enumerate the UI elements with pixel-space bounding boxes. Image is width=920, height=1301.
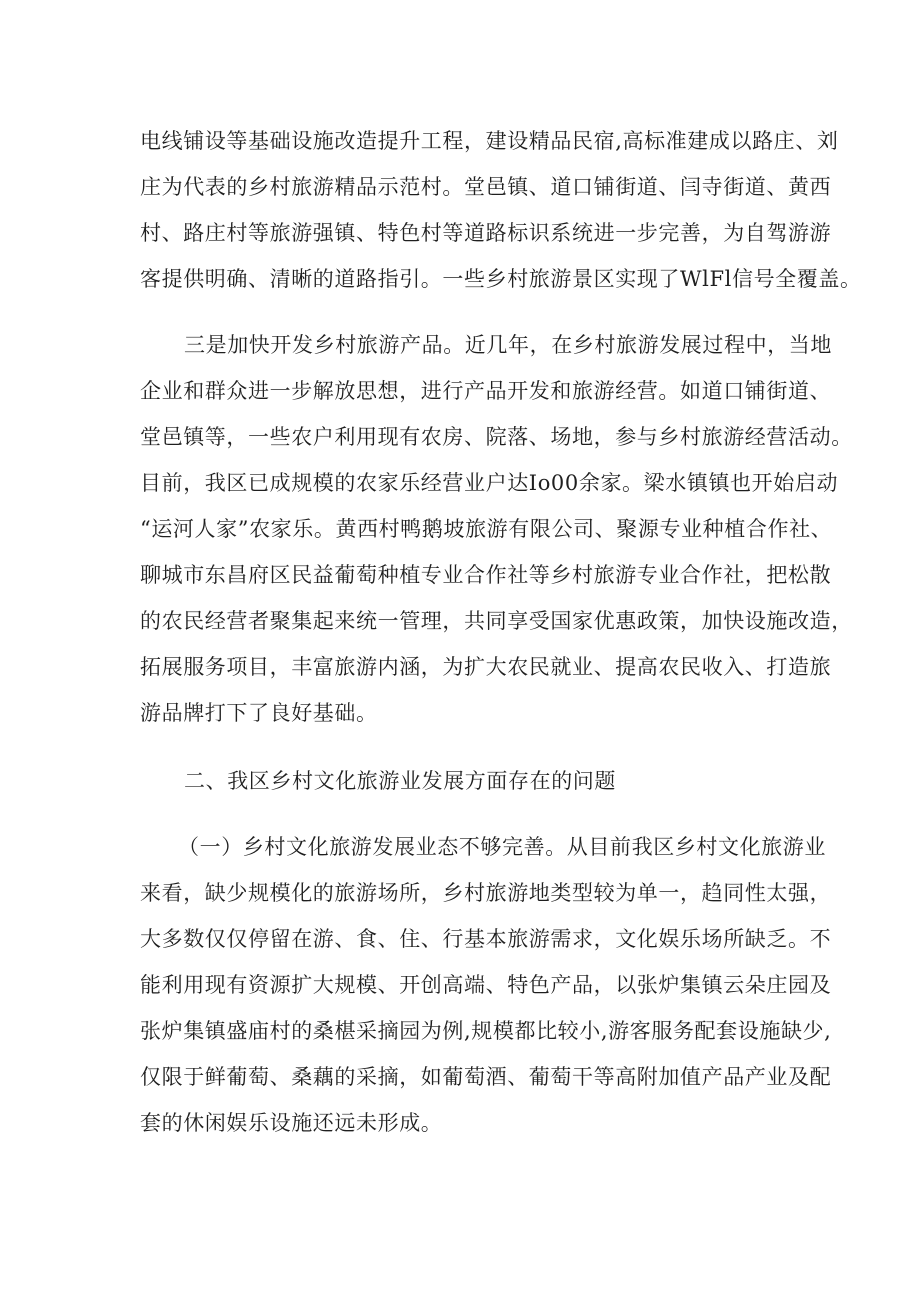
paragraph-2-line-5: “运河人家”农家乐。黄西村鸭鹅坡旅游有限公司、聚源专业种植合作社、 — [140, 517, 833, 541]
paragraph-3-line-7: 套的休闲娱乐设施还远未形成。 — [140, 1111, 443, 1135]
paragraph-2-line-4: 目前，我区已成规模的农家乐经营业户达Io00余家。梁水镇镇也开始启动 — [140, 471, 839, 495]
paragraph-3-line-3: 大多数仅仅停留在游、食、住、行基本旅游需求，文化娱乐场所缺乏。不 — [140, 927, 832, 951]
paragraph-3-line-1: （一）乡村文化旅游发展业态不够完善。从目前我区乡村文化旅游业 — [178, 835, 826, 859]
paragraph-3-line-4: 能利用现有资源扩大规模、开创高端、特色产品，以张炉集镇云朵庄园及 — [140, 973, 832, 997]
paragraph-2-line-9: 游品牌打下了良好基础。 — [140, 701, 378, 725]
paragraph-2-line-1: 三是加快开发乡村旅游产品。近几年，在乡村旅游发展过程中，当地 — [184, 333, 832, 357]
paragraph-1-line-4: 客提供明确、清晰的道路指引。一些乡村旅游景区实现了WlFl信号全覆盖。 — [140, 267, 862, 291]
paragraph-1-line-3: 村、路庄村等旅游强镇、特色村等道路标识系统进一步完善，为自驾游游 — [140, 221, 832, 245]
paragraph-2-line-8: 拓展服务项目，丰富旅游内涵，为扩大农民就业、提高农民收入、打造旅 — [140, 655, 832, 679]
paragraph-2-line-2: 企业和群众进一步解放思想，进行产品开发和旅游经营。如道口铺街道、 — [140, 379, 832, 403]
paragraph-3-line-5: 张炉集镇盛庙村的桑椹采摘园为例,规模都比较小,游客服务配套设施缺少, — [140, 1019, 832, 1043]
paragraph-3-line-2: 来看，缺少规模化的旅游场所，乡村旅游地类型较为单一，趋同性太强， — [140, 881, 832, 905]
paragraph-2-line-3: 堂邑镇等，一些农户利用现有农房、院落、场地，参与乡村旅游经营活动。 — [140, 425, 853, 449]
paragraph-2-line-6: 聊城市东昌府区民益葡萄种植专业合作社等乡村旅游专业合作社，把松散 — [140, 563, 832, 587]
paragraph-1-line-1: 电线铺设等基础设施改造提升工程，建设精品民宿,高标准建成以路庄、刘 — [140, 129, 839, 153]
paragraph-2-line-7: 的农民经营者聚集起来统一管理，共同享受国家优惠政策，加快设施改造， — [140, 609, 853, 633]
paragraph-3-line-6: 仅限于鲜葡萄、桑藕的采摘，如葡萄酒、葡萄干等高附加值产品产业及配 — [140, 1065, 832, 1089]
paragraph-1-line-2: 庄为代表的乡村旅游精品示范村。堂邑镇、道口铺街道、闫寺街道、黄西 — [140, 175, 832, 199]
section-heading: 二、我区乡村文化旅游业发展方面存在的问题 — [184, 769, 616, 793]
